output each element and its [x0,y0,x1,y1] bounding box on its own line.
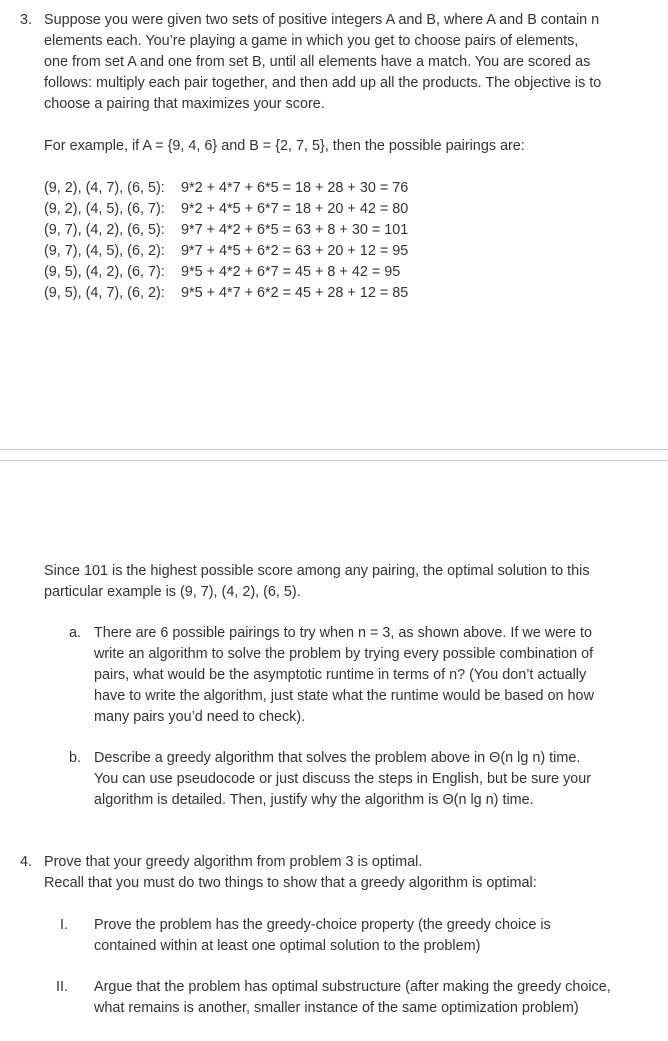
part-b-line: Describe a greedy algorithm that solves the problem above in Θ(n lg n) time. [94,750,581,766]
pairing-calculation: 9*7 + 4*5 + 6*2 = 63 + 20 + 12 = 95 [181,243,409,259]
question-3-number: 3. [20,12,33,28]
pairing-calculation: 9*7 + 4*2 + 6*5 = 63 + 8 + 30 = 101 [181,222,409,238]
part-a-line: pairs, what would be the asymptotic runtime in terms of n? (You don’t actually [94,667,587,683]
pairing-pairs: (9, 2), (4, 7), (6, 5): [44,180,165,196]
pairing-pairs: (9, 7), (4, 2), (6, 5): [44,222,165,238]
page-break-top-rule [0,449,668,450]
part-a-line: have to write the algorithm, just state what the runtime would be based on how [94,688,594,704]
q3-line: one from set A and one from set B, until all elements have a match. You are scored as [44,54,591,70]
conclusion-line: Since 101 is the highest possible score among any pairing, the optimal solution to this [44,563,590,579]
item-i-line: contained within at least one optimal solution to the problem) [94,938,481,954]
part-a-label: a. [69,625,82,641]
part-a-line: many pairs you’d need to check). [94,709,306,725]
item-ii-line: Argue that the problem has optimal substructure (after making the greedy choice, [94,979,611,995]
part-b-label: b. [69,750,82,766]
item-i-line: Prove the problem has the greedy-choice property (the greedy choice is [94,917,551,933]
q3-line: follows: multiply each pair together, and then add up all the products. The objective is to [44,75,602,91]
example-intro: For example, if A = {9, 4, 6} and B = {2, 7, 5}, then the possible pairings are: [44,138,525,154]
pairing-pairs: (9, 5), (4, 7), (6, 2): [44,285,165,301]
q4-line: Recall that you must do two things to show that a greedy algorithm is optimal: [44,875,537,891]
pairing-calculation: 9*2 + 4*7 + 6*5 = 18 + 28 + 30 = 76 [181,180,409,196]
item-i-label: I. [60,917,68,933]
item-ii-label: II. [56,979,68,995]
page-break-bottom-rule [0,460,668,461]
pairing-pairs: (9, 5), (4, 2), (6, 7): [44,264,165,280]
q4-line: Prove that your greedy algorithm from problem 3 is optimal. [44,854,423,870]
pairing-calculation: 9*5 + 4*7 + 6*2 = 45 + 28 + 12 = 85 [181,285,409,301]
question-4-number: 4. [20,854,33,870]
part-a-line: write an algorithm to solve the problem by trying every possible combination of [94,646,594,662]
part-b-line: algorithm is detailed. Then, justify why the algorithm is Θ(n lg n) time. [94,792,534,808]
pairing-calculation: 9*2 + 4*5 + 6*7 = 18 + 20 + 42 = 80 [181,201,409,217]
pairing-pairs: (9, 7), (4, 5), (6, 2): [44,243,165,259]
conclusion-line: particular example is (9, 7), (4, 2), (6, 5). [44,584,301,600]
pairing-calculation: 9*5 + 4*2 + 6*7 = 45 + 8 + 42 = 95 [181,264,401,280]
pairing-pairs: (9, 2), (4, 5), (6, 7): [44,201,165,217]
item-ii-line: what remains is another, smaller instance of the same optimization problem) [94,1000,579,1016]
q3-line: Suppose you were given two sets of positive integers A and B, where A and B contain n [44,12,600,28]
part-b-line: You can use pseudocode or just discuss the steps in English, but be sure your [94,771,592,787]
part-a-line: There are 6 possible pairings to try when n = 3, as shown above. If we were to [94,625,592,641]
q3-line: elements each. You’re playing a game in which you get to choose pairs of elements, [44,33,579,49]
q3-line: choose a pairing that maximizes your score. [44,96,325,112]
